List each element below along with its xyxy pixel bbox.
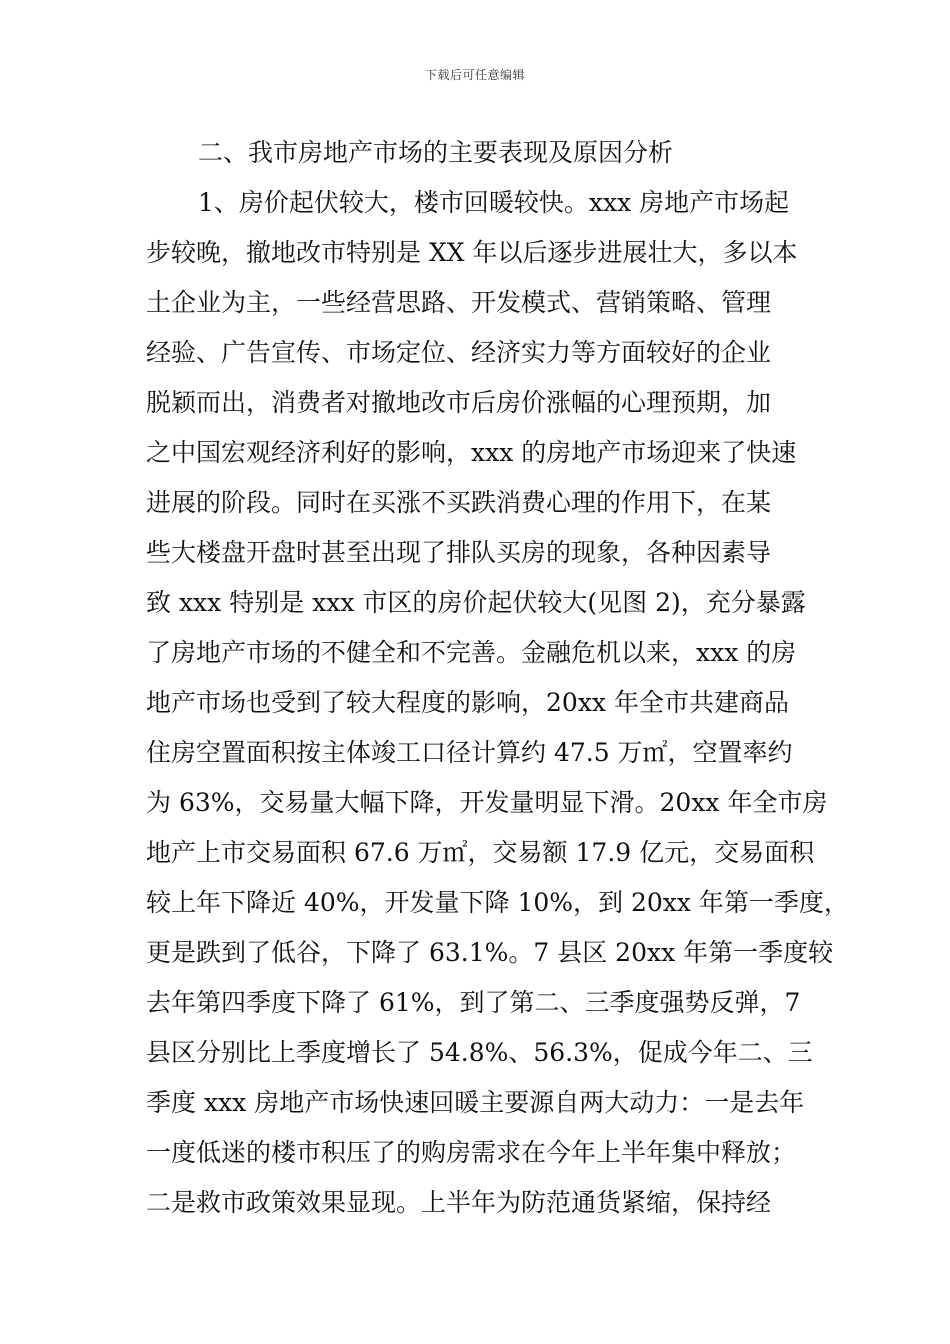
paragraph-line: 去年第四季度下降了 61%，到了第二、三季度强势反弹，7 — [146, 988, 801, 1017]
page-header-note: 下载后可任意编辑 — [424, 68, 525, 82]
paragraph-line: 1、房价起伏较大，楼市回暖较快。xxx 房地产市场起 — [198, 188, 790, 217]
paragraph-line: 住房空置面积按主体竣工口径计算约 47.5 万㎡，空置率约 — [146, 738, 793, 767]
paragraph-line: 地产上市交易面积 67.6 万㎡，交易额 17.9 亿元，交易面积 — [146, 838, 815, 867]
paragraph-line: 之中国宏观经济利好的影响，xxx 的房地产市场迎来了快速 — [146, 438, 797, 467]
paragraph-line: 步较晚，撤地改市特别是 XX 年以后逐步进展壮大，多以本 — [146, 238, 798, 267]
paragraph-line: 县区分别比上季度增长了 54.8%、56.3%，促成今年二、三 — [146, 1038, 813, 1067]
paragraph-line: 些大楼盘开盘时甚至出现了排队买房的现象，各种因素导 — [146, 538, 772, 567]
paragraph-line: 二是救市政策效果显现。上半年为防范通货紧缩，保持经 — [146, 1188, 772, 1217]
paragraph-line: 致 xxx 特别是 xxx 市区的房价起伏较大(见图 2)，充分暴露 — [146, 588, 806, 617]
paragraph-line: 了房地产市场的不健全和不完善。金融危机以来，xxx 的房 — [146, 638, 797, 667]
paragraph-line: 季度 xxx 房地产市场快速回暖主要源自两大动力：一是去年 — [146, 1088, 805, 1117]
paragraph-line: 更是跌到了低谷，下降了 63.1%。7 县区 20xx 年第一季度较 — [146, 938, 834, 967]
section-heading: 二、我市房地产市场的主要表现及原因分析 — [198, 138, 674, 167]
paragraph-line: 经验、广告宣传、市场定位、经济实力等方面较好的企业 — [146, 338, 772, 367]
paragraph-line: 地产市场也受到了较大程度的影响，20xx 年全市共建商品 — [146, 688, 789, 717]
paragraph-line: 为 63%，交易量大幅下降，开发量明显下滑。20xx 年全市房 — [146, 788, 828, 817]
document-body — [146, 128, 849, 1228]
paragraph-line: 脱颖而出，消费者对撤地改市后房价涨幅的心理预期，加 — [146, 388, 772, 417]
paragraph-line: 土企业为主，一些经营思路、开发模式、营销策略、管理 — [146, 288, 772, 317]
paragraph-line: 一度低迷的楼市积压了的购房需求在今年上半年集中释放； — [146, 1138, 797, 1167]
paragraph-line: 进展的阶段。同时在买涨不买跌消费心理的作用下，在某 — [146, 488, 772, 517]
paragraph-line: 较上年下降近 40%，开发量下降 10%，到 20xx 年第一季度， — [146, 888, 849, 917]
